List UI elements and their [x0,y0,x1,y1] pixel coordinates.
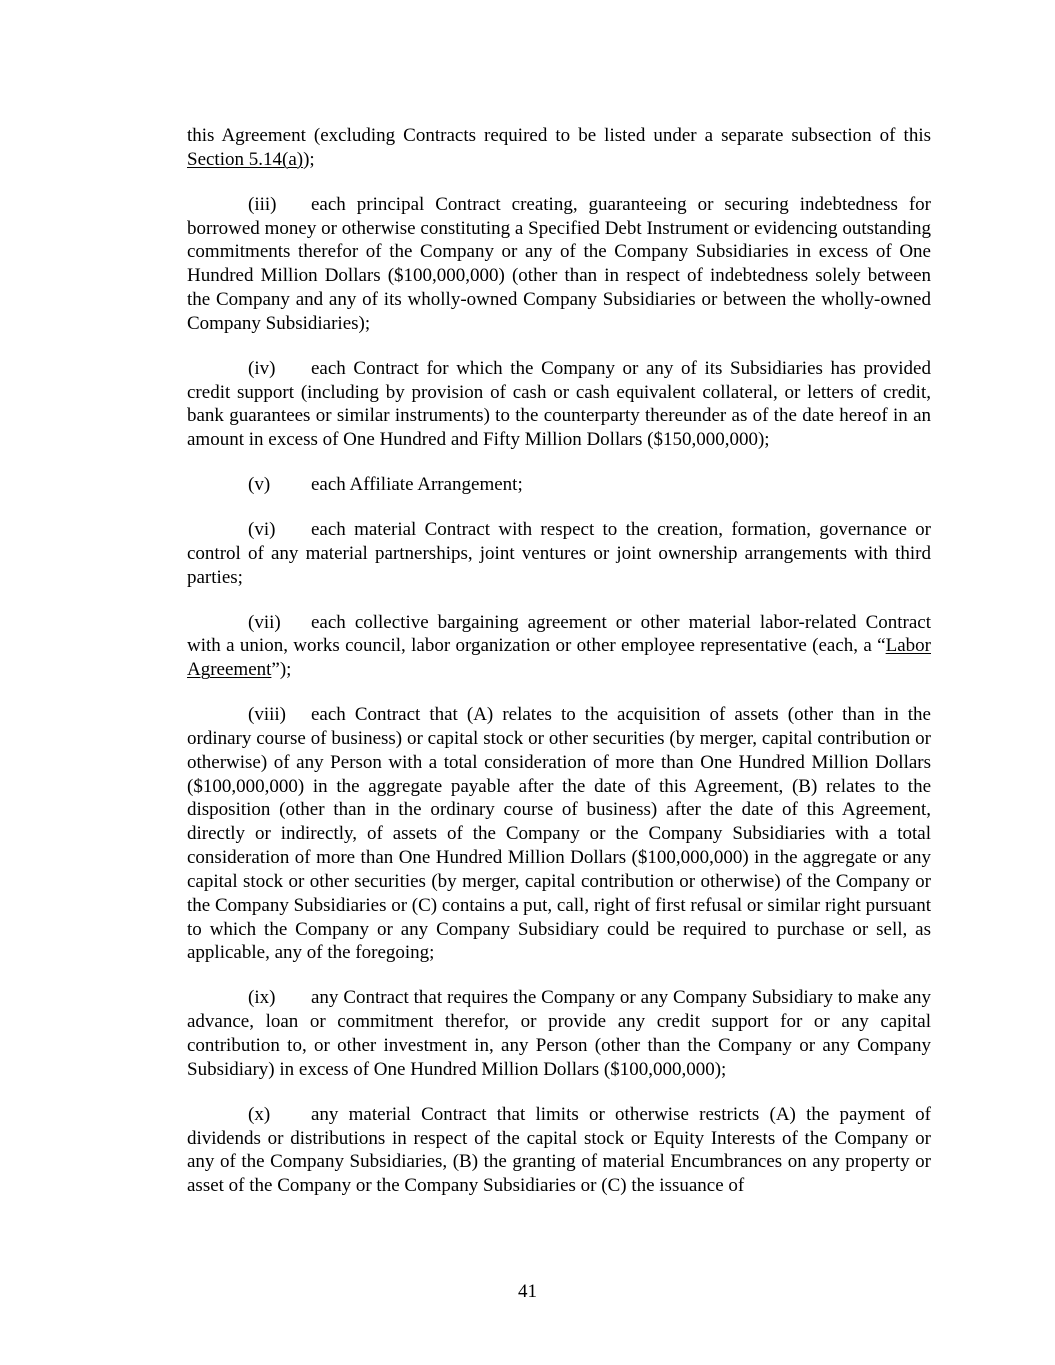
clause-number: (x) [248,1103,271,1125]
page-number: 41 [518,1281,537,1302]
clause-iv [187,357,931,452]
intro-text: this Agreement (excluding Contracts required to be listed under a separate subsection of this [187,125,931,146]
clause-x [187,1103,931,1198]
clause-text: each Affiliate Arrangement; [311,474,523,496]
clause-text-end: ”); [271,659,292,681]
clause-text: any Contract that requires the Company or any Company Subsidiary to make any advance, loan or commitment therefor, or provide any credit support for or any capital contribution to, or other investment in, any Person (other than the Company or any Company Subsidiary) in excess of One Hundred Million Dollars ($100,000,000); [187,987,931,1080]
section-reference: Section 5.14(a) [187,148,304,170]
clause-number: (ix) [248,987,276,1009]
clause-number: (iv) [248,357,276,379]
clause-ix [187,986,931,1081]
clause-vi [187,518,931,590]
clause-number: (viii) [248,704,286,726]
clause-number: (vi) [248,518,276,540]
clause-number: (v) [248,474,271,496]
clause-viii [187,703,931,965]
clause-vii [187,611,931,683]
clause-text: each collective bargaining agreement or other material labor-related Contract with a union, works council, labor organization or other employee representative (each, a “ [187,611,931,657]
clause-text: each principal Contract creating, guaranteeing or securing indebtedness for borrowed money or otherwise constituting a Specified Debt Instrument or evidencing outstanding commitments therefor of the Company or any of the Company Subsidiaries in excess of One Hundred Million Dollars ($100,000,000) (other than in respect of indebtedness solely between the Company and any of its wholly-owned Company Subsidiaries or between the wholly-owned Company Subsidiaries); [187,193,931,334]
clause-number: (iii) [248,193,277,215]
clause-v [187,473,931,497]
defined-term: Labor Agreement [187,635,931,681]
intro-paragraph [187,124,931,172]
clause-text: each Contract for which the Company or any of its Subsidiaries has provided credit support (including by provision of cash or cash equivalent collateral, or letters of credit, bank guarantees or similar instruments) to the counterparty thereunder as of the date hereof in an amount in excess of One Hundred and Fifty Million Dollars ($150,000,000); [187,357,931,451]
clause-text: each Contract that (A) relates to the acquisition of assets (other than in the ordinary course of business) or capital stock or other securities (by merger, capital contribution or otherwise) of any Person with a total consideration of more than One Hundred Million Dollars ($100,000,000) in the aggregate payable after the date of this Agreement, (B) relates to the disposition (other than in the ordinary course of business) after the date of this Agreement, directly or indirectly, of assets of the Company or the Company Subsidiaries with a total consideration of more than One Hundred Million Dollars ($100,000,000) in the aggregate or any capital stock or other securities (by merger, capital contribution or otherwise) of the Company or the Company Subsidiaries or (C) contains a put, call, right of first refusal or similar right pursuant to which the Company or any Company Subsidiary could be required to purchase or sell, as applicable, any of the foregoing; [187,704,932,964]
clause-text: any material Contract that limits or otherwise restricts (A) the payment of dividends or distributions in respect of the capital stock or Equity Interests of the Company or any of the Company Subsidiaries, (B) the granting of material Encumbrances on any property or asset of the Company or the Company Subsidiaries or (C) the issuance of [187,1103,931,1197]
clause-iii [187,193,931,336]
intro-text-end: ); [303,148,315,170]
document-page [187,124,931,1219]
clause-text: each material Contract with respect to the creation, formation, governance or control of any material partnerships, joint ventures or joint ownership arrangements with third parties; [187,518,931,588]
clause-number: (vii) [248,611,281,633]
